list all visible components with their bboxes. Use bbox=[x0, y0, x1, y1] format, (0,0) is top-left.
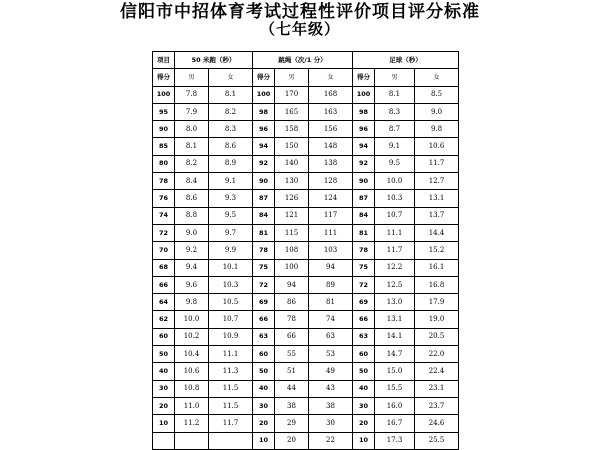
run50-score-cell: 100 bbox=[153, 86, 175, 103]
run50-score-cell: 30 bbox=[153, 380, 175, 397]
document-title: 信阳市中招体育考试过程性评价项目评分标准 bbox=[120, 2, 480, 22]
run50-score-cell: 74 bbox=[153, 207, 175, 224]
rope-male-cell: 51 bbox=[275, 363, 309, 380]
football-male-cell: 8.7 bbox=[375, 121, 415, 138]
rope-score-cell: 81 bbox=[253, 224, 275, 241]
run50-score-cell: 40 bbox=[153, 363, 175, 380]
run50-score-cell: 90 bbox=[153, 121, 175, 138]
header-row-sub bbox=[153, 69, 459, 86]
run50-score-cell: 64 bbox=[153, 294, 175, 311]
football-male-cell: 16.7 bbox=[375, 415, 415, 432]
run50-male-cell: 7.8 bbox=[175, 86, 209, 103]
football-male-cell: 11.1 bbox=[375, 224, 415, 241]
header-item-label: 项目 bbox=[153, 52, 175, 69]
header-female-rope: 女 bbox=[309, 69, 353, 86]
rope-female-cell: 168 bbox=[309, 86, 353, 103]
run50-score-cell: 76 bbox=[153, 190, 175, 207]
football-female-cell: 14.4 bbox=[415, 224, 459, 241]
rope-score-cell: 66 bbox=[253, 311, 275, 328]
football-score-cell: 87 bbox=[353, 190, 375, 207]
rope-score-cell: 10 bbox=[253, 432, 275, 449]
run50-female-cell: 10.1 bbox=[209, 259, 253, 276]
rope-male-cell: 108 bbox=[275, 242, 309, 259]
table-row bbox=[153, 190, 459, 207]
run50-male-cell: 10.8 bbox=[175, 380, 209, 397]
run50-score-cell: 62 bbox=[153, 311, 175, 328]
run50-female-cell: 10.3 bbox=[209, 276, 253, 293]
rope-female-cell: 38 bbox=[309, 397, 353, 414]
table-row bbox=[153, 173, 459, 190]
rope-female-cell: 156 bbox=[309, 121, 353, 138]
football-male-cell: 13.0 bbox=[375, 294, 415, 311]
run50-male-cell: 9.4 bbox=[175, 259, 209, 276]
football-male-cell: 16.0 bbox=[375, 397, 415, 414]
rope-male-cell: 66 bbox=[275, 328, 309, 345]
run50-male-cell: 9.6 bbox=[175, 276, 209, 293]
run50-male-cell: 9.2 bbox=[175, 242, 209, 259]
rope-male-cell: 38 bbox=[275, 397, 309, 414]
header-rope: 跳绳（次/1 分） bbox=[253, 52, 353, 69]
run50-female-cell: 8.1 bbox=[209, 86, 253, 103]
football-score-cell: 94 bbox=[353, 138, 375, 155]
run50-female-cell: 9.5 bbox=[209, 207, 253, 224]
run50-male-cell: 10.2 bbox=[175, 328, 209, 345]
run50-female-cell: 10.9 bbox=[209, 328, 253, 345]
table-row bbox=[153, 415, 459, 432]
header-score-football: 得分 bbox=[353, 69, 375, 86]
table-row bbox=[153, 276, 459, 293]
rope-score-cell: 40 bbox=[253, 380, 275, 397]
rope-male-cell: 130 bbox=[275, 173, 309, 190]
football-female-cell: 19.0 bbox=[415, 311, 459, 328]
football-female-cell: 20.5 bbox=[415, 328, 459, 345]
rope-score-cell: 20 bbox=[253, 415, 275, 432]
run50-score-cell: 85 bbox=[153, 138, 175, 155]
table-row bbox=[153, 259, 459, 276]
run50-female-cell: 11.7 bbox=[209, 415, 253, 432]
run50-male-cell: 10.4 bbox=[175, 346, 209, 363]
header-score-rope: 得分 bbox=[253, 69, 275, 86]
rope-male-cell: 158 bbox=[275, 121, 309, 138]
rope-male-cell: 165 bbox=[275, 103, 309, 120]
rope-male-cell: 86 bbox=[275, 294, 309, 311]
football-male-cell: 10.7 bbox=[375, 207, 415, 224]
football-score-cell: 98 bbox=[353, 103, 375, 120]
football-score-cell: 66 bbox=[353, 311, 375, 328]
run50-female-cell: 10.5 bbox=[209, 294, 253, 311]
run50-score-cell: 78 bbox=[153, 173, 175, 190]
rope-male-cell: 29 bbox=[275, 415, 309, 432]
run50-male-cell: 8.0 bbox=[175, 121, 209, 138]
header-female-football: 女 bbox=[415, 69, 459, 86]
rope-score-cell: 50 bbox=[253, 363, 275, 380]
table-row bbox=[153, 138, 459, 155]
football-score-cell: 75 bbox=[353, 259, 375, 276]
football-score-cell: 63 bbox=[353, 328, 375, 345]
score-table bbox=[152, 51, 459, 450]
header-female-run50: 女 bbox=[209, 69, 253, 86]
rope-female-cell: 30 bbox=[309, 415, 353, 432]
rope-score-cell: 69 bbox=[253, 294, 275, 311]
run50-male-cell: 8.6 bbox=[175, 190, 209, 207]
rope-male-cell: 126 bbox=[275, 190, 309, 207]
football-male-cell: 14.1 bbox=[375, 328, 415, 345]
football-male-cell: 10.3 bbox=[375, 190, 415, 207]
table-row bbox=[153, 311, 459, 328]
run50-score-cell: 20 bbox=[153, 397, 175, 414]
table-row bbox=[153, 242, 459, 259]
run50-female-cell: 8.2 bbox=[209, 103, 253, 120]
table-row bbox=[153, 155, 459, 172]
rope-male-cell: 78 bbox=[275, 311, 309, 328]
football-male-cell: 9.5 bbox=[375, 155, 415, 172]
rope-score-cell: 84 bbox=[253, 207, 275, 224]
football-male-cell: 8.1 bbox=[375, 86, 415, 103]
run50-female-cell: 11.3 bbox=[209, 363, 253, 380]
football-score-cell: 78 bbox=[353, 242, 375, 259]
football-female-cell: 8.5 bbox=[415, 86, 459, 103]
table-row bbox=[153, 294, 459, 311]
rope-score-cell: 98 bbox=[253, 103, 275, 120]
rope-score-cell: 90 bbox=[253, 173, 275, 190]
football-score-cell: 60 bbox=[353, 346, 375, 363]
table-row bbox=[153, 346, 459, 363]
football-female-cell: 25.5 bbox=[415, 432, 459, 449]
football-score-cell: 100 bbox=[353, 86, 375, 103]
rope-female-cell: 128 bbox=[309, 173, 353, 190]
run50-female-cell: 9.1 bbox=[209, 173, 253, 190]
rope-score-cell: 75 bbox=[253, 259, 275, 276]
run50-female-cell: 9.3 bbox=[209, 190, 253, 207]
rope-female-cell: 117 bbox=[309, 207, 353, 224]
rope-score-cell: 100 bbox=[253, 86, 275, 103]
run50-female-cell: 8.6 bbox=[209, 138, 253, 155]
football-score-cell: 50 bbox=[353, 363, 375, 380]
football-score-cell: 84 bbox=[353, 207, 375, 224]
run50-score-cell: 60 bbox=[153, 328, 175, 345]
football-female-cell: 10.6 bbox=[415, 138, 459, 155]
run50-female-cell: 10.7 bbox=[209, 311, 253, 328]
rope-male-cell: 20 bbox=[275, 432, 309, 449]
run50-score-cell: 72 bbox=[153, 224, 175, 241]
football-male-cell: 12.2 bbox=[375, 259, 415, 276]
football-score-cell: 92 bbox=[353, 155, 375, 172]
run50-female-cell bbox=[209, 432, 253, 449]
rope-female-cell: 74 bbox=[309, 311, 353, 328]
rope-female-cell: 103 bbox=[309, 242, 353, 259]
run50-male-cell: 8.1 bbox=[175, 138, 209, 155]
table-row bbox=[153, 207, 459, 224]
run50-male-cell bbox=[175, 432, 209, 449]
score-table-body bbox=[153, 86, 459, 449]
football-score-cell: 96 bbox=[353, 121, 375, 138]
rope-female-cell: 111 bbox=[309, 224, 353, 241]
rope-score-cell: 72 bbox=[253, 276, 275, 293]
football-female-cell: 24.6 bbox=[415, 415, 459, 432]
rope-score-cell: 60 bbox=[253, 346, 275, 363]
rope-female-cell: 124 bbox=[309, 190, 353, 207]
football-male-cell: 9.1 bbox=[375, 138, 415, 155]
football-male-cell: 15.0 bbox=[375, 363, 415, 380]
run50-female-cell: 11.5 bbox=[209, 397, 253, 414]
football-male-cell: 10.0 bbox=[375, 173, 415, 190]
run50-male-cell: 11.0 bbox=[175, 397, 209, 414]
football-female-cell: 16.1 bbox=[415, 259, 459, 276]
football-male-cell: 8.3 bbox=[375, 103, 415, 120]
run50-male-cell: 8.2 bbox=[175, 155, 209, 172]
run50-female-cell: 8.3 bbox=[209, 121, 253, 138]
football-female-cell: 22.4 bbox=[415, 363, 459, 380]
run50-male-cell: 10.6 bbox=[175, 363, 209, 380]
rope-female-cell: 22 bbox=[309, 432, 353, 449]
football-male-cell: 15.5 bbox=[375, 380, 415, 397]
rope-male-cell: 150 bbox=[275, 138, 309, 155]
rope-score-cell: 94 bbox=[253, 138, 275, 155]
football-female-cell: 22.0 bbox=[415, 346, 459, 363]
header-male-run50: 男 bbox=[175, 69, 209, 86]
rope-male-cell: 44 bbox=[275, 380, 309, 397]
football-female-cell: 11.7 bbox=[415, 155, 459, 172]
rope-female-cell: 163 bbox=[309, 103, 353, 120]
table-row bbox=[153, 86, 459, 103]
rope-female-cell: 43 bbox=[309, 380, 353, 397]
run50-score-cell: 10 bbox=[153, 415, 175, 432]
football-female-cell: 13.1 bbox=[415, 190, 459, 207]
football-score-cell: 30 bbox=[353, 397, 375, 414]
football-score-cell: 72 bbox=[353, 276, 375, 293]
table-row bbox=[153, 397, 459, 414]
rope-male-cell: 94 bbox=[275, 276, 309, 293]
football-female-cell: 15.2 bbox=[415, 242, 459, 259]
rope-score-cell: 78 bbox=[253, 242, 275, 259]
run50-female-cell: 9.7 bbox=[209, 224, 253, 241]
rope-female-cell: 49 bbox=[309, 363, 353, 380]
rope-male-cell: 140 bbox=[275, 155, 309, 172]
run50-male-cell: 8.4 bbox=[175, 173, 209, 190]
table-row bbox=[153, 121, 459, 138]
rope-male-cell: 55 bbox=[275, 346, 309, 363]
run50-male-cell: 9.0 bbox=[175, 224, 209, 241]
football-male-cell: 13.1 bbox=[375, 311, 415, 328]
football-score-cell: 20 bbox=[353, 415, 375, 432]
header-run50: 50 米跑（秒） bbox=[175, 52, 253, 69]
rope-score-cell: 92 bbox=[253, 155, 275, 172]
rope-score-cell: 96 bbox=[253, 121, 275, 138]
header-male-football: 男 bbox=[375, 69, 415, 86]
run50-male-cell: 9.8 bbox=[175, 294, 209, 311]
rope-score-cell: 30 bbox=[253, 397, 275, 414]
football-female-cell: 13.7 bbox=[415, 207, 459, 224]
run50-score-cell: 70 bbox=[153, 242, 175, 259]
table-row bbox=[153, 224, 459, 241]
rope-male-cell: 121 bbox=[275, 207, 309, 224]
run50-male-cell: 7.9 bbox=[175, 103, 209, 120]
run50-male-cell: 11.2 bbox=[175, 415, 209, 432]
football-female-cell: 9.8 bbox=[415, 121, 459, 138]
football-female-cell: 23.7 bbox=[415, 397, 459, 414]
football-female-cell: 9.0 bbox=[415, 103, 459, 120]
document-subtitle: （七年级） bbox=[259, 20, 340, 38]
rope-male-cell: 170 bbox=[275, 86, 309, 103]
football-score-cell: 10 bbox=[353, 432, 375, 449]
table-row bbox=[153, 103, 459, 120]
run50-male-cell: 8.8 bbox=[175, 207, 209, 224]
header-football: 足球（秒） bbox=[353, 52, 459, 69]
football-female-cell: 16.8 bbox=[415, 276, 459, 293]
run50-female-cell: 9.9 bbox=[209, 242, 253, 259]
football-score-cell: 40 bbox=[353, 380, 375, 397]
rope-female-cell: 89 bbox=[309, 276, 353, 293]
run50-male-cell: 10.0 bbox=[175, 311, 209, 328]
rope-female-cell: 63 bbox=[309, 328, 353, 345]
run50-score-cell: 80 bbox=[153, 155, 175, 172]
run50-score-cell bbox=[153, 432, 175, 449]
run50-score-cell: 68 bbox=[153, 259, 175, 276]
rope-male-cell: 100 bbox=[275, 259, 309, 276]
rope-female-cell: 94 bbox=[309, 259, 353, 276]
football-male-cell: 11.7 bbox=[375, 242, 415, 259]
table-row bbox=[153, 380, 459, 397]
table-row bbox=[153, 432, 459, 449]
football-score-cell: 81 bbox=[353, 224, 375, 241]
rope-male-cell: 115 bbox=[275, 224, 309, 241]
rope-female-cell: 148 bbox=[309, 138, 353, 155]
rope-female-cell: 81 bbox=[309, 294, 353, 311]
football-score-cell: 69 bbox=[353, 294, 375, 311]
run50-score-cell: 66 bbox=[153, 276, 175, 293]
run50-female-cell: 11.5 bbox=[209, 380, 253, 397]
football-male-cell: 12.5 bbox=[375, 276, 415, 293]
table-row bbox=[153, 328, 459, 345]
football-male-cell: 17.3 bbox=[375, 432, 415, 449]
run50-score-cell: 50 bbox=[153, 346, 175, 363]
header-score-run50: 得分 bbox=[153, 69, 175, 86]
table-row bbox=[153, 363, 459, 380]
run50-female-cell: 11.1 bbox=[209, 346, 253, 363]
header-row-items bbox=[153, 52, 459, 69]
football-score-cell: 90 bbox=[353, 173, 375, 190]
run50-score-cell: 95 bbox=[153, 103, 175, 120]
football-male-cell: 14.7 bbox=[375, 346, 415, 363]
rope-score-cell: 87 bbox=[253, 190, 275, 207]
rope-female-cell: 53 bbox=[309, 346, 353, 363]
header-male-rope: 男 bbox=[275, 69, 309, 86]
football-female-cell: 17.9 bbox=[415, 294, 459, 311]
rope-score-cell: 63 bbox=[253, 328, 275, 345]
rope-female-cell: 138 bbox=[309, 155, 353, 172]
football-female-cell: 23.1 bbox=[415, 380, 459, 397]
run50-female-cell: 8.9 bbox=[209, 155, 253, 172]
football-female-cell: 12.7 bbox=[415, 173, 459, 190]
